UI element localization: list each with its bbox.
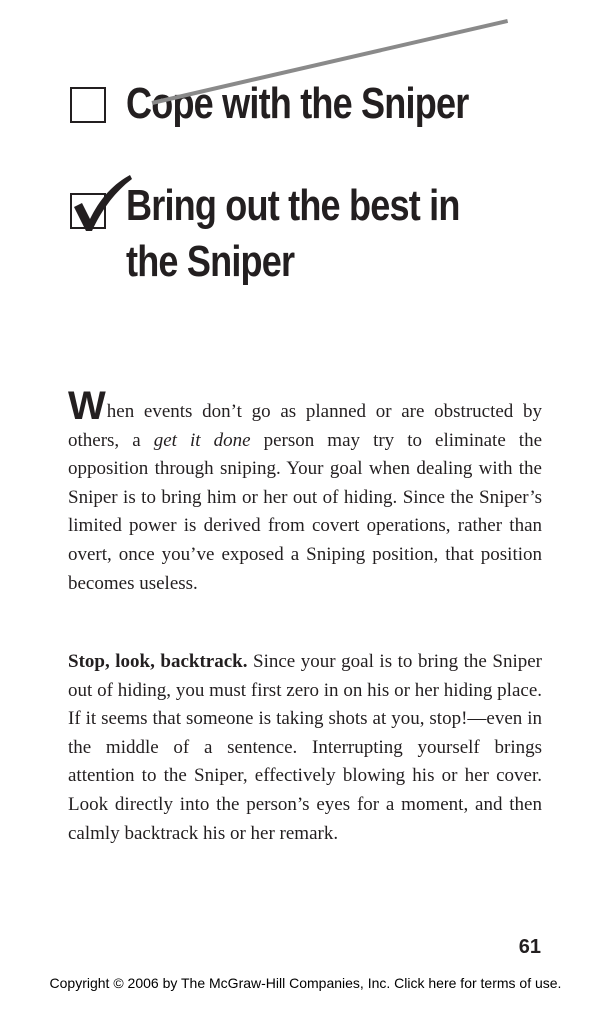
intro-text-a: hen events don’t go as planned or are obstructed by others, a [68, 401, 542, 451]
page-number: 61 [518, 936, 541, 958]
paragraph-text: Since your goal is to bring the Sniper out of hiding, you must first zero in on his or her hiding place. If it seems that someone is taking shots at you, stop!—even in the middle of a sentence. Interrupting yourself brings attention to the Sniper, effectively blowing his or her cover. Look directly into the person’s eyes for a moment, and then calmly backtrack his or her remark. [68, 651, 542, 844]
stop-look-backtrack-paragraph [68, 648, 542, 848]
checked-heading-text [126, 178, 552, 290]
checked-checkbox-icon [70, 193, 106, 229]
empty-checkbox-icon [70, 87, 106, 123]
intro-text-b: person may try to eliminate the opposition through sniping. Your goal when dealing with the Sniper is to bring him or her out of hiding. Since the Sniper’s limited power is derived from covert operations, rather than overt, once you’ve exposed a Sniping position, that position becomes useless. [68, 429, 543, 594]
intro-paragraph [68, 384, 543, 598]
copyright-text: Copyright © 2006 by The McGraw-Hill Companies, Inc. [49, 975, 391, 991]
checkmark-icon [70, 173, 134, 237]
terms-of-use-link[interactable]: Click here for terms of use. [394, 975, 562, 991]
checked-heading-line-2: the Sniper [126, 237, 295, 286]
checked-heading-line-1: Bring out the best in [126, 181, 460, 230]
copyright-footer [0, 975, 611, 991]
intro-emphasis: get it done [153, 429, 251, 451]
drop-cap: W [68, 384, 106, 428]
crossed-out-heading-text: Cope with the Sniper [126, 79, 469, 128]
paragraph-lead: Stop, look, backtrack. [68, 651, 248, 672]
